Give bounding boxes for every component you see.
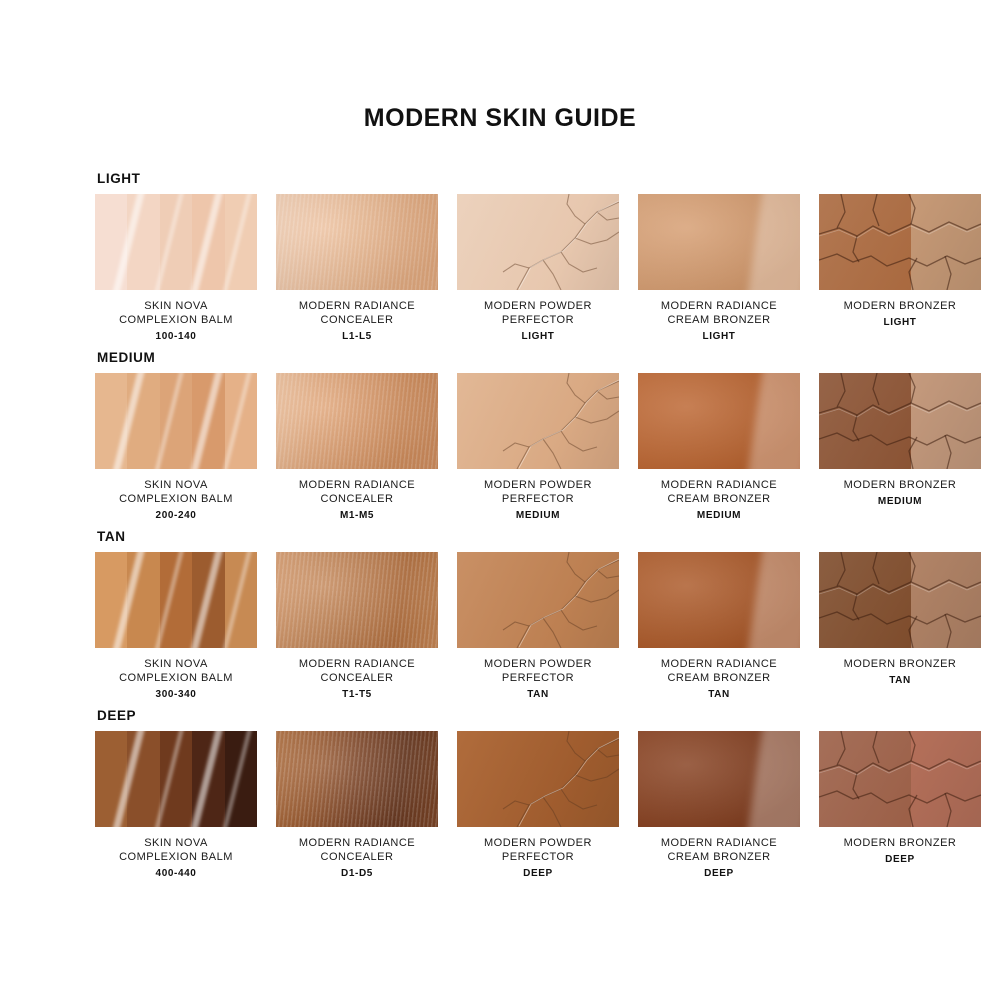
- group-label: DEEP: [97, 708, 137, 723]
- product-name-line1: MODERN RADIANCE: [298, 658, 416, 670]
- product-name-line2: CREAM BRONZER: [667, 314, 771, 326]
- product-swatch[interactable]: [819, 552, 981, 648]
- product-name: [119, 299, 233, 327]
- shade-group: [95, 171, 957, 342]
- product-name: [844, 299, 957, 313]
- page-title: MODERN SKIN GUIDE: [363, 104, 637, 132]
- product-cell[interactable]: [457, 552, 619, 700]
- product-swatch[interactable]: [95, 552, 257, 648]
- product-cell[interactable]: [819, 731, 981, 879]
- product-name-line2: COMPLEXION BALM: [119, 851, 233, 863]
- product-cell[interactable]: [638, 373, 800, 521]
- product-name: [299, 478, 415, 506]
- product-shade-range: TAN: [708, 689, 730, 700]
- product-name-line2: CREAM BRONZER: [667, 672, 771, 684]
- product-name-line1: MODERN RADIANCE: [660, 300, 778, 312]
- product-cell[interactable]: [276, 731, 438, 879]
- product-cell[interactable]: [819, 373, 981, 521]
- product-shade-range: TAN: [527, 689, 549, 700]
- product-shade-range: DEEP: [704, 868, 734, 879]
- product-swatch[interactable]: [638, 552, 800, 648]
- shade-guide: [0, 171, 1000, 879]
- product-name: [484, 657, 592, 685]
- product-name-line2: COMPLEXION BALM: [119, 314, 233, 326]
- product-cell[interactable]: [95, 552, 257, 700]
- shade-group: [95, 350, 957, 521]
- product-swatch[interactable]: [95, 194, 257, 290]
- product-name-line2: PERFECTOR: [501, 672, 575, 684]
- product-name-line1: MODERN RADIANCE: [660, 658, 778, 670]
- product-name-line2: PERFECTOR: [501, 314, 575, 326]
- product-name-line2: PERFECTOR: [501, 851, 575, 863]
- product-name-line1: MODERN RADIANCE: [298, 479, 416, 491]
- product-name-line2: CREAM BRONZER: [667, 851, 771, 863]
- shade-group: [95, 708, 957, 879]
- product-shade-range: L1-L5: [342, 331, 372, 342]
- product-name-line1: MODERN RADIANCE: [298, 300, 416, 312]
- product-shade-range: MEDIUM: [515, 510, 561, 521]
- product-shade-range: MEDIUM: [696, 510, 742, 521]
- product-name: [299, 657, 415, 685]
- product-name: [484, 836, 592, 864]
- product-cell[interactable]: [638, 552, 800, 700]
- product-name-line1: SKIN NOVA: [144, 658, 208, 670]
- product-row: [95, 731, 957, 879]
- product-shade-range: T1-T5: [342, 689, 372, 700]
- product-swatch[interactable]: [457, 731, 619, 827]
- product-shade-range: DEEP: [523, 868, 553, 879]
- product-row: [95, 194, 957, 342]
- product-name-line1: MODERN POWDER: [484, 479, 592, 491]
- group-label: LIGHT: [97, 171, 141, 186]
- product-shade-range: 300-340: [155, 689, 197, 700]
- product-name: [661, 657, 777, 685]
- product-shade-range: 400-440: [155, 868, 197, 879]
- product-name: [661, 299, 777, 327]
- product-swatch[interactable]: [638, 373, 800, 469]
- product-name: [844, 836, 957, 850]
- product-name: [661, 478, 777, 506]
- product-name-line2: CONCEALER: [320, 672, 394, 684]
- product-swatch[interactable]: [819, 731, 981, 827]
- product-name-line1: MODERN RADIANCE: [660, 837, 778, 849]
- product-row: [95, 373, 957, 521]
- product-shade-range: LIGHT: [883, 317, 917, 328]
- product-swatch[interactable]: [457, 552, 619, 648]
- product-name: [484, 299, 592, 327]
- product-cell[interactable]: [638, 731, 800, 879]
- product-name-line2: COMPLEXION BALM: [119, 672, 233, 684]
- product-name: [844, 657, 957, 671]
- product-cell[interactable]: [457, 194, 619, 342]
- product-cell[interactable]: [638, 194, 800, 342]
- product-name-line2: COMPLEXION BALM: [119, 493, 233, 505]
- product-swatch[interactable]: [95, 373, 257, 469]
- product-name-line2: CONCEALER: [320, 851, 394, 863]
- product-name-line1: MODERN BRONZER: [843, 837, 957, 849]
- product-cell[interactable]: [819, 552, 981, 700]
- product-cell[interactable]: [95, 373, 257, 521]
- group-label: MEDIUM: [97, 350, 156, 365]
- product-name-line1: SKIN NOVA: [144, 837, 208, 849]
- product-cell[interactable]: [276, 552, 438, 700]
- product-name: [299, 299, 415, 327]
- product-swatch[interactable]: [95, 731, 257, 827]
- product-shade-range: 200-240: [155, 510, 197, 521]
- product-cell[interactable]: [276, 373, 438, 521]
- product-name-line1: MODERN BRONZER: [843, 300, 957, 312]
- product-name-line1: MODERN RADIANCE: [298, 837, 416, 849]
- product-swatch[interactable]: [819, 194, 981, 290]
- product-name-line1: MODERN BRONZER: [843, 479, 957, 491]
- product-swatch[interactable]: [638, 194, 800, 290]
- product-swatch[interactable]: [638, 731, 800, 827]
- product-swatch[interactable]: [276, 731, 438, 827]
- product-cell[interactable]: [457, 373, 619, 521]
- product-name-line2: PERFECTOR: [501, 493, 575, 505]
- product-name-line2: CREAM BRONZER: [667, 493, 771, 505]
- shade-group: [95, 529, 957, 700]
- product-shade-range: M1-M5: [339, 510, 375, 521]
- product-name: [661, 836, 777, 864]
- product-cell[interactable]: [95, 194, 257, 342]
- product-name: [484, 478, 592, 506]
- product-name-line2: CONCEALER: [320, 314, 394, 326]
- product-name-line1: MODERN POWDER: [484, 300, 592, 312]
- product-shade-range: DEEP: [885, 854, 915, 865]
- product-swatch[interactable]: [276, 194, 438, 290]
- product-name-line1: MODERN POWDER: [484, 837, 592, 849]
- product-name-line1: SKIN NOVA: [144, 300, 208, 312]
- group-label: TAN: [97, 529, 126, 544]
- product-cell[interactable]: [95, 731, 257, 879]
- product-row: [95, 552, 957, 700]
- product-name-line1: MODERN RADIANCE: [660, 479, 778, 491]
- product-name: [119, 836, 233, 864]
- product-name-line1: MODERN POWDER: [484, 658, 592, 670]
- product-name: [844, 478, 957, 492]
- product-shade-range: 100-140: [155, 331, 197, 342]
- product-shade-range: MEDIUM: [877, 496, 923, 507]
- product-cell[interactable]: [819, 194, 981, 342]
- product-cell[interactable]: [276, 194, 438, 342]
- product-cell[interactable]: [457, 731, 619, 879]
- product-shade-range: LIGHT: [702, 331, 736, 342]
- product-name-line2: CONCEALER: [320, 493, 394, 505]
- product-swatch[interactable]: [457, 373, 619, 469]
- product-swatch[interactable]: [819, 373, 981, 469]
- product-name: [119, 657, 233, 685]
- product-swatch[interactable]: [276, 552, 438, 648]
- product-swatch[interactable]: [457, 194, 619, 290]
- product-name: [299, 836, 415, 864]
- product-shade-range: D1-D5: [341, 868, 373, 879]
- product-name-line1: MODERN BRONZER: [843, 658, 957, 670]
- product-shade-range: LIGHT: [521, 331, 555, 342]
- product-name-line1: SKIN NOVA: [144, 479, 208, 491]
- product-shade-range: TAN: [889, 675, 911, 686]
- product-name: [119, 478, 233, 506]
- product-swatch[interactable]: [276, 373, 438, 469]
